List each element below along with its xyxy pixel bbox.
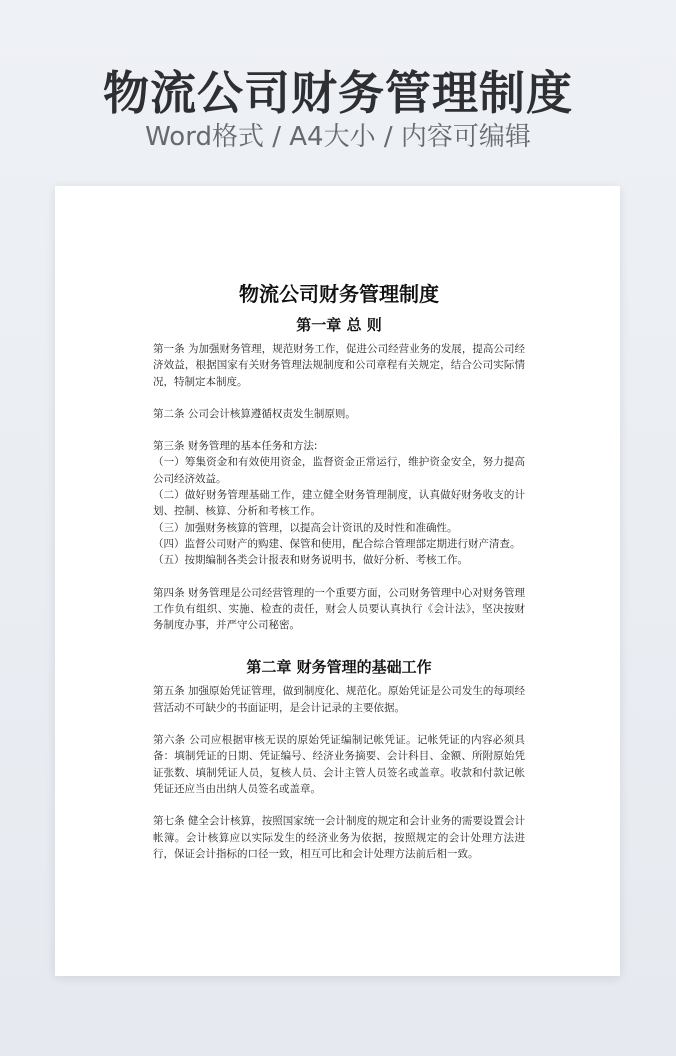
- article-3-item-2: （二）做好财务管理基础工作，建立健全财务管理制度，认真做好财务收支的计划、控制、核算、分析和考核工作。: [153, 489, 525, 518]
- banner-title: 物流公司财务管理制度: [103, 66, 573, 120]
- document-page: [55, 186, 620, 976]
- banner-subtitle: Word格式 / A4大小 / 内容可编辑: [145, 122, 531, 152]
- article-1: 第一条 为加强财务管理，规范财务工作，促进公司经营业务的发展，提高公司经济效益，根据国家有关财务管理法规制度和公司章程有关规定，结合公司实际情况，特制定本制度。: [153, 343, 525, 388]
- chapter-2-heading: 第二章 财务管理的基础工作: [246, 658, 432, 677]
- article-7: 第七条 健全会计核算，按照国家统一会计制度的规定和会计业务的需要设置会计帐簿。会计核算应以实际发生的经济业务为依据，按照规定的会计处理方法进行，保证会计指标的口径一致，相互可比和会计处理方法前后相一致。: [153, 815, 525, 860]
- article-2: 第二条 公司会计核算遵循权责发生制原则。: [153, 407, 356, 420]
- document-body: [153, 281, 525, 862]
- article-3-item-4: （四）监督公司财产的购建、保管和使用，配合综合管理部定期进行财产清查。: [153, 537, 521, 550]
- article-3-intro: 第三条 财务管理的基本任务和方法:: [153, 440, 318, 453]
- chapter-1-heading: 第一章 总 则: [296, 316, 382, 334]
- document-title: 物流公司财务管理制度: [239, 282, 439, 306]
- article-6: 第六条 公司应根据审核无误的原始凭证编制记帐凭证。记帐凭证的内容必须具备：填制凭证的日期、凭证编号、经济业务摘要、会计科目、金额、所附原始凭证张数、填制凭证人员，复核人员、会计主管人员签名或盖章。收款和付款记帐凭证还应当由出纳人员签名或盖章。: [153, 734, 525, 795]
- article-5: 第五条 加强原始凭证管理，做到制度化、规范化。原始凭证是公司发生的每项经营活动不可缺少的书面证明，是会计记录的主要依据。: [153, 685, 525, 714]
- article-3-item-5: （五）按期编制各类会计报表和财务说明书，做好分析、考核工作。: [153, 554, 468, 567]
- article-3-item-1: （一）筹集资金和有效使用资金，监督资金正常运行，维护资金安全，努力提高公司经济效益。: [153, 456, 525, 485]
- article-3-item-3: （三）加强财务核算的管理，以提高会计资讯的及时性和准确性。: [153, 521, 458, 534]
- article-4: 第四条 财务管理是公司经营管理的一个重要方面，公司财务管理中心对财务管理工作负有组织、实施、检查的责任，财会人员要认真执行《会计法》，坚决按财务制度办事，并严守公司秘密。: [153, 586, 525, 632]
